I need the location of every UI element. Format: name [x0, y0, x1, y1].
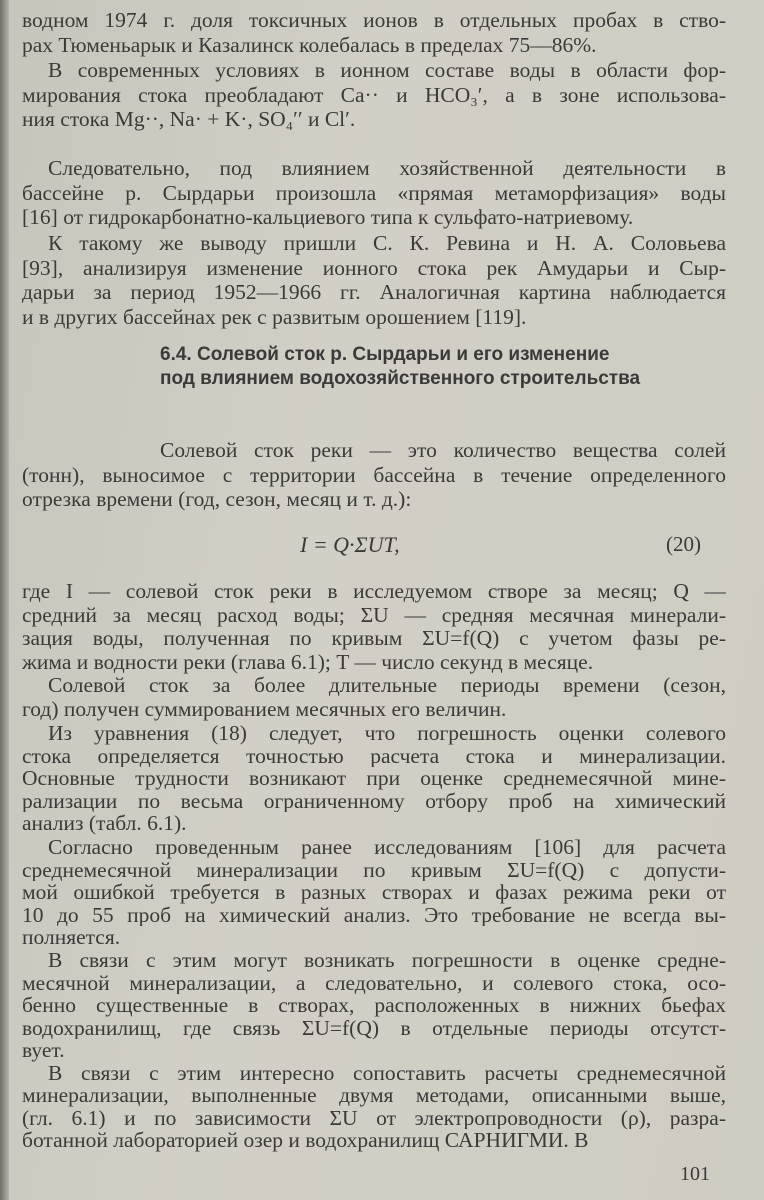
text-line: (гл. 6.1) и по зависимости ΣU от электропроводности (ρ), разра-: [22, 1106, 726, 1130]
paragraph: [22, 156, 726, 230]
text-line: В связи с этим могут возникать погрешности в оценке средне-: [48, 949, 726, 972]
text-line: мирования стока преобладают Ca·· и HCO₃′, а в зоне использова-: [22, 82, 726, 107]
text-line: год) получен суммированием месячных его величин.: [22, 697, 507, 721]
section-heading-line: под влиянием водохозяйственного строительства: [160, 368, 641, 389]
text-line: полняется.: [22, 926, 121, 949]
text-line: вует.: [22, 1039, 65, 1062]
text-line: водохранилищ, где связь ΣU=f(Q) в отдельные периоды отсутст-: [22, 1016, 726, 1040]
paragraph: [22, 674, 726, 721]
text-line: бенно существенные в створах, расположенных в нижних бьефах: [22, 994, 726, 1017]
text-line: Согласно проведенным ранее исследованиям [106] для расчета: [48, 836, 726, 859]
paragraph: [22, 438, 726, 512]
text-line: ботанной лабораторией озер и водохранилищ САРНИГМИ. В: [22, 1129, 589, 1152]
book-spine-shadow: [0, 0, 9, 1200]
text-line: и в других бассейнах рек с развитым орошением [119].: [22, 304, 527, 329]
equation-number: (20): [666, 532, 701, 556]
text-line: ния стока Mg··, Na· + K·, SO₄′′ и Cl′.: [22, 107, 356, 132]
paragraph: [22, 8, 726, 57]
paragraph: [22, 580, 726, 674]
text-line: где I — солевой сток реки в исследуемом створе за месяц; Q —: [22, 580, 726, 603]
text-line: [93], анализируя изменение ионного стока рек Амударьи и Сыр-: [22, 255, 726, 280]
text-line: дарьи за период 1952—1966 гг. Аналогичная картина наблюдается: [22, 280, 726, 305]
text-line: минерализации, выполненные двумя методами, описанными выше,: [22, 1084, 726, 1107]
section-heading: [160, 343, 640, 391]
text-line: [16] от гидрокарбонатно-кальциевого типа к сульфато-натриевому.: [22, 205, 634, 230]
text-line: средний за месяц расход воды; ΣU — средняя месячная минерали-: [22, 603, 726, 627]
text-line: В современных условиях в ионном составе воды в области фор-: [48, 58, 726, 82]
text-line: анализ (табл. 6.1).: [22, 812, 187, 835]
text-line: бассейне р. Сырдарьи произошла «прямая метаморфизация» воды: [22, 180, 726, 205]
paragraph: [22, 231, 726, 329]
paragraph: [22, 949, 726, 1062]
page-number: 101: [680, 1163, 710, 1185]
text-line: (тонн), выносимое с территории бассейна в течение определенного: [22, 462, 726, 487]
paragraph: [22, 58, 726, 132]
text-line: месячной минерализации, а следовательно, и солевого стока, осо-: [22, 971, 726, 995]
text-line: В связи с этим интересно сопоставить расчеты среднемесячной: [48, 1062, 726, 1085]
section-heading-line: 6.4. Солевой сток р. Сырдарьи и его изменение: [160, 344, 610, 365]
text-line: Солевой сток реки — это количество вещества солей: [160, 438, 726, 462]
text-line: зация воды, полученная по кривым ΣU=f(Q) с учетом фазы ре-: [22, 627, 726, 650]
paragraph: [22, 722, 726, 835]
paragraph: [22, 836, 726, 949]
text-line: мой ошибкой требуется в разных створах и фазах режима реки от: [22, 881, 726, 904]
formula: I = Q·ΣUT,: [300, 532, 400, 557]
text-line: жима и водности реки (глава 6.1); T — число секунд в месяце.: [22, 650, 594, 674]
text-line: Из уравнения (18) следует, что погрешность оценки солевого: [48, 722, 726, 745]
text-line: 10 до 55 проб на химический анализ. Это требование не всегда вы-: [22, 903, 726, 927]
text-line: среднемесячной минерализации по кривым ΣU=f(Q) с допусти-: [22, 858, 726, 882]
text-line: отрезка времени (год, сезон, месяц и т. д.):: [22, 487, 412, 512]
paragraph: [22, 1062, 726, 1152]
text-line: рах Тюменьарык и Казалинск колебалась в пределах 75—86%.: [22, 32, 597, 57]
text-line: Солевой сток за более длительные периоды времени (сезон,: [48, 674, 726, 697]
text-line: водном 1974 г. доля токсичных ионов в отдельных пробах в ство-: [22, 8, 726, 32]
text-line: К такому же выводу пришли С. К. Ревина и Н. А. Соловьева: [48, 231, 726, 255]
text-line: Следовательно, под влиянием хозяйственной деятельности в: [48, 156, 726, 180]
text-line: стока определяется точностью расчета стока и минерализации.: [22, 744, 726, 768]
text-line: рализации по весьма ограниченному отбору проб на химический: [22, 789, 726, 813]
text-line: Основные трудности возникают при оценке среднемесячной мине-: [22, 767, 726, 790]
